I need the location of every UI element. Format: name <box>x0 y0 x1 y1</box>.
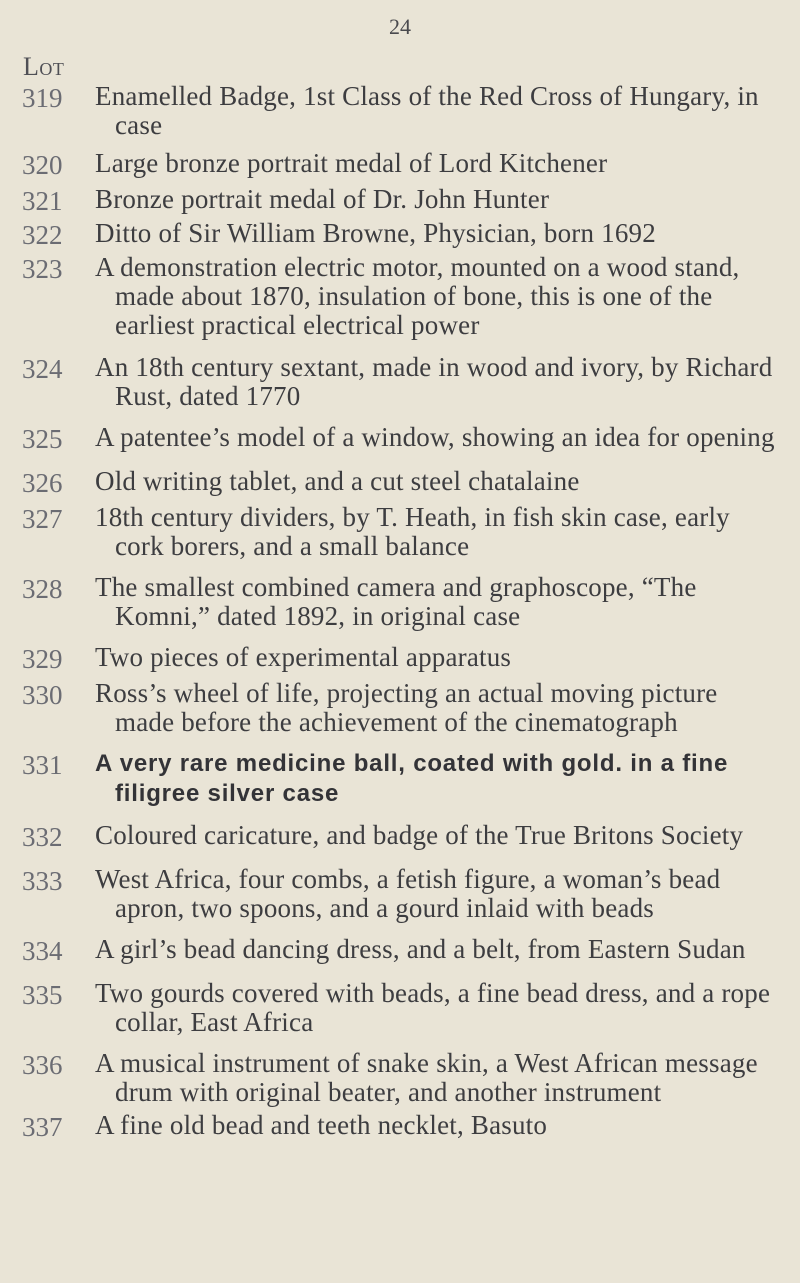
lot-description: A musical instrument of snake skin, a West African message drum with original beater, and another instrument <box>95 1048 758 1107</box>
lot-number: 332 <box>22 822 63 852</box>
lot-number: 319 <box>22 83 63 113</box>
lot-description: Ditto of Sir William Browne, Physician, born 1692 <box>95 218 656 248</box>
lot-description: 18th century dividers, by T. Heath, in fish skin case, early cork borers, and a small balance <box>95 502 730 561</box>
lot-number: 331 <box>22 750 63 780</box>
lot-number: 322 <box>22 220 63 250</box>
page-number: 24 <box>389 14 411 39</box>
lot-list <box>0 82 800 1143</box>
lot-number: 335 <box>22 980 63 1010</box>
lot-description: Ross’s wheel of life, projecting an actual moving picture made before the achievement of the cinematograph <box>95 678 718 737</box>
lot-entry <box>0 679 800 737</box>
lot-entry <box>0 353 800 411</box>
lot-number: 321 <box>22 186 63 216</box>
lot-description: The smallest combined camera and graphoscope, “The Komni,” dated 1892, in original case <box>95 572 697 631</box>
lot-description: A fine old bead and teeth necklet, Basuto <box>95 1110 548 1140</box>
lot-description: A patentee’s model of a window, showing an idea for opening <box>95 422 775 452</box>
lot-entry <box>0 503 800 561</box>
lot-description: Old writing tablet, and a cut steel chatalaine <box>95 466 580 496</box>
lot-description: Two gourds covered with beads, a fine bead dress, and a rope collar, East Africa <box>95 978 771 1037</box>
lot-description: Large bronze portrait medal of Lord Kitchener <box>95 148 608 178</box>
lot-number: 324 <box>22 354 63 384</box>
lot-description: A very rare medicine ball, coated with gold. in a fine filigree silver case <box>95 750 729 807</box>
lot-description: Two pieces of experimental apparatus <box>95 642 512 672</box>
lot-entry <box>0 865 800 923</box>
lot-entry <box>0 749 800 809</box>
lot-number: 326 <box>22 468 63 498</box>
lot-description: A girl’s bead dancing dress, and a belt, from Eastern Sudan <box>95 934 746 964</box>
lot-entry <box>0 1111 800 1143</box>
lot-number: 334 <box>22 936 63 966</box>
lot-number: 328 <box>22 574 63 604</box>
lot-number: 320 <box>22 150 63 180</box>
lot-number: 333 <box>22 866 63 896</box>
lot-entry <box>0 467 800 499</box>
lot-entry <box>0 423 800 455</box>
lot-entry <box>0 979 800 1037</box>
lot-entry <box>0 1049 800 1107</box>
lot-entry <box>0 573 800 631</box>
lot-entry <box>0 185 800 217</box>
lot-number: 325 <box>22 424 63 454</box>
lot-number: 329 <box>22 644 63 674</box>
lot-entry <box>0 149 800 181</box>
lot-entry <box>0 821 800 853</box>
lot-number: 330 <box>22 680 63 710</box>
lot-number: 323 <box>22 254 63 284</box>
lot-description: Coloured caricature, and badge of the True Britons Society <box>95 820 744 850</box>
lot-entry <box>0 219 800 251</box>
lot-entry <box>0 82 800 140</box>
lot-entry <box>0 643 800 675</box>
lot-description: West Africa, four combs, a fetish figure, a woman’s bead apron, two spoons, and a gourd inlaid with beads <box>95 864 721 923</box>
lot-number: 337 <box>22 1112 63 1142</box>
lot-description: Bronze portrait medal of Dr. John Hunter <box>95 184 550 214</box>
lot-entry <box>0 935 800 967</box>
lot-number: 336 <box>22 1050 63 1080</box>
lot-entry <box>0 253 800 340</box>
lot-number: 327 <box>22 504 63 534</box>
lot-description: A demonstration electric motor, mounted on a wood stand, made about 1870, insulation of bone, this is one of the earliest practical electrical power <box>95 252 740 340</box>
lot-description: An 18th century sextant, made in wood and ivory, by Richard Rust, dated 1770 <box>95 352 773 411</box>
lot-column-heading: Lot <box>23 52 65 81</box>
lot-description: Enamelled Badge, 1st Class of the Red Cross of Hungary, in case <box>95 81 759 140</box>
